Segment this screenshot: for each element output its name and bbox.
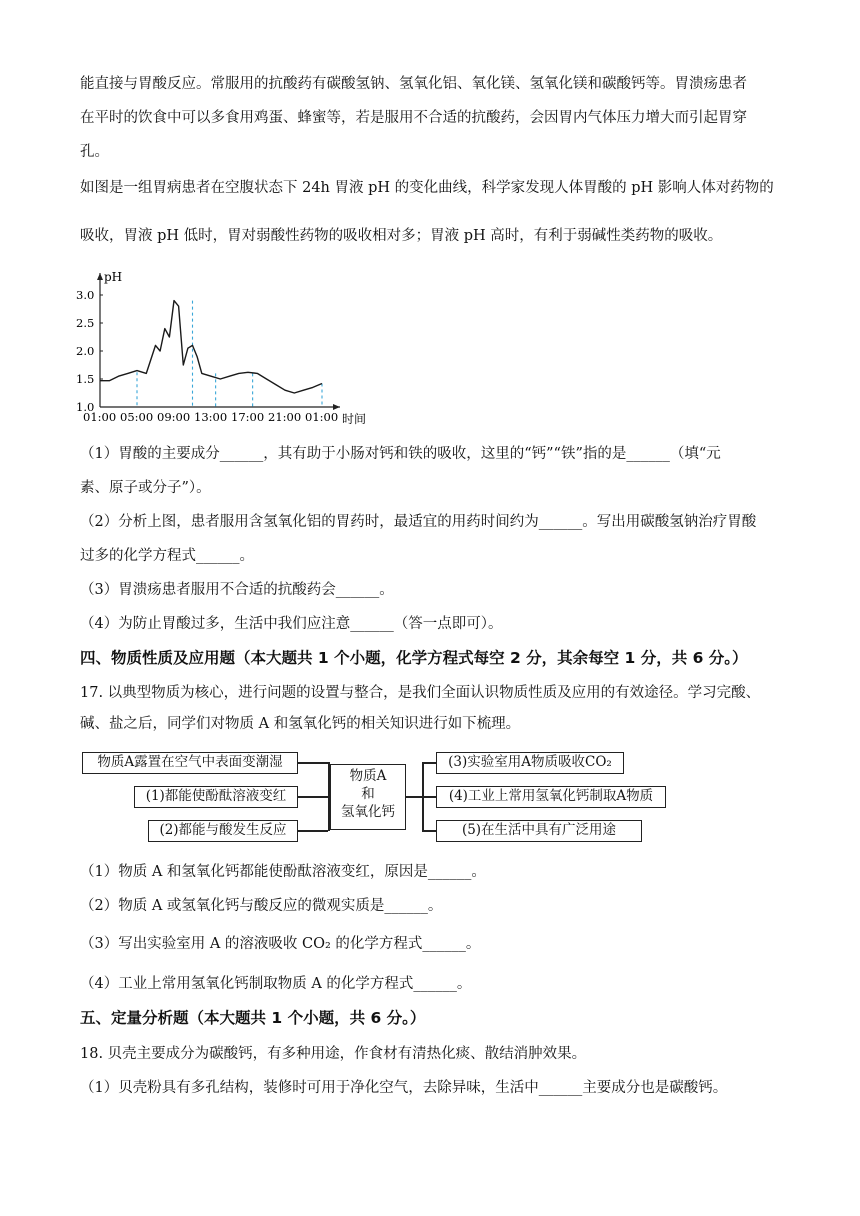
section-4-heading: 四、物质性质及应用题（本大题共 1 个小题，化学方程式每空 2 分，其余每空 1 分，共 6 分。） xyxy=(80,649,748,667)
x-tick-label: 01:00 xyxy=(305,410,339,424)
passage-line: 孔。 xyxy=(80,144,109,160)
passage-line: 如图是一组胃病患者在空腹状态下 24h 胃液 pH 的变化曲线，科学家发现人体胃酸的 pH 影响人体对药物的 xyxy=(80,180,774,196)
diagram-center-line: 物质A xyxy=(349,768,387,784)
y-tick-label: 1.5 xyxy=(76,372,95,386)
diagram-left-box: (1)都能使酚酞溶液变红 xyxy=(134,786,298,808)
sub-question-2: （2）物质 A 或氢氧化钙与酸反应的微观实质是______。 xyxy=(80,898,443,914)
sub-question-3: （3）写出实验室用 A 的溶液吸收 CO₂ 的化学方程式______。 xyxy=(80,936,481,952)
x-tick-label: 05:00 xyxy=(120,410,154,424)
passage-line: 能直接与胃酸反应。常服用的抗酸药有碳酸氢钠、氢氧化铝、氧化镁、氢氧化镁和碳酸钙等。胃溃疡患者 xyxy=(80,76,747,92)
diagram-right-box: (4)工业上常用氢氧化钙制取A物质 xyxy=(436,786,666,808)
question-1-line: （1）胃酸的主要成分______，其有助于小肠对钙和铁的吸收，这里的“钙”“铁”指的是______（填“元 xyxy=(80,446,721,462)
x-tick-label: 17:00 xyxy=(231,410,265,424)
problem-18-q1: （1）贝壳粉具有多孔结构，装修时可用于净化空气，去除异味，生活中______主要成分也是碳酸钙。 xyxy=(80,1080,728,1096)
x-tick-label: 01:00 xyxy=(83,410,117,424)
section-5-heading: 五、定量分析题（本大题共 1 个小题，共 6 分。） xyxy=(80,1009,426,1027)
diagram-center-box xyxy=(330,764,406,830)
problem-18: 18. 贝壳主要成分为碳酸钙，有多种用途，作食材有清热化痰、散结消肿效果。 xyxy=(80,1046,587,1062)
question-2-line: （2）分析上图，患者服用含氢氧化铝的胃药时，最适宜的用药时间约为______。写出用碳酸氢钠治疗胃酸 xyxy=(80,514,757,530)
question-2-line: 过多的化学方程式______。 xyxy=(80,548,254,564)
question-3: （3）胃溃疡患者服用不合适的抗酸药会______。 xyxy=(80,582,394,598)
y-tick-label: 3.0 xyxy=(76,288,95,302)
sub-question-4: （4）工业上常用氢氧化钙制取物质 A 的化学方程式______。 xyxy=(80,976,472,992)
y-tick-label: 2.0 xyxy=(76,344,95,358)
diagram-center-line: 氢氧化钙 xyxy=(341,804,395,820)
x-tick-label: 21:00 xyxy=(268,410,302,424)
diagram-right-box: (5)在生活中具有广泛用途 xyxy=(436,820,642,842)
problem-17-line: 17. 以典型物质为核心，进行问题的设置与整合，是我们全面认识物质性质及应用的有效途径。学习完酸、 xyxy=(80,685,761,701)
diagram-left-box: (2)都能与酸发生反应 xyxy=(148,820,298,842)
x-axis-label: 时间 xyxy=(342,412,367,426)
passage-line: 在平时的饮食中可以多食用鸡蛋、蜂蜜等，若是服用不合适的抗酸药，会因胃内气体压力增大而引起胃穿 xyxy=(80,110,747,126)
passage-line: 吸收，胃液 pH 低时，胃对弱酸性药物的吸收相对多；胃液 pH 高时，有利于弱碱性类药物的吸收。 xyxy=(80,228,723,244)
x-tick-label: 13:00 xyxy=(194,410,228,424)
x-tick-label: 09:00 xyxy=(157,410,191,424)
diagram-left-box: 物质A露置在空气中表面变潮湿 xyxy=(82,752,298,774)
sub-question-1: （1）物质 A 和氢氧化钙都能使酚酞溶液变红，原因是______。 xyxy=(80,864,486,880)
question-1-line: 素、原子或分子”）。 xyxy=(80,480,211,496)
diagram-center-line: 和 xyxy=(361,786,375,802)
y-axis-arrow xyxy=(97,273,103,280)
question-4: （4）为防止胃酸过多，生活中我们应注意______（答一点即可）。 xyxy=(80,616,503,632)
diagram-right-box: (3)实验室用A物质吸收CO₂ xyxy=(436,752,624,774)
ph-line-chart xyxy=(60,262,380,432)
y-tick-label: 2.5 xyxy=(76,316,95,330)
problem-17-line: 碱、盐之后，同学们对物质 A 和氢氧化钙的相关知识进行如下梳理。 xyxy=(80,716,521,732)
y-axis-label: pH xyxy=(104,270,123,284)
y-tick-label: 1.0 xyxy=(76,400,95,414)
series-line xyxy=(100,301,322,393)
